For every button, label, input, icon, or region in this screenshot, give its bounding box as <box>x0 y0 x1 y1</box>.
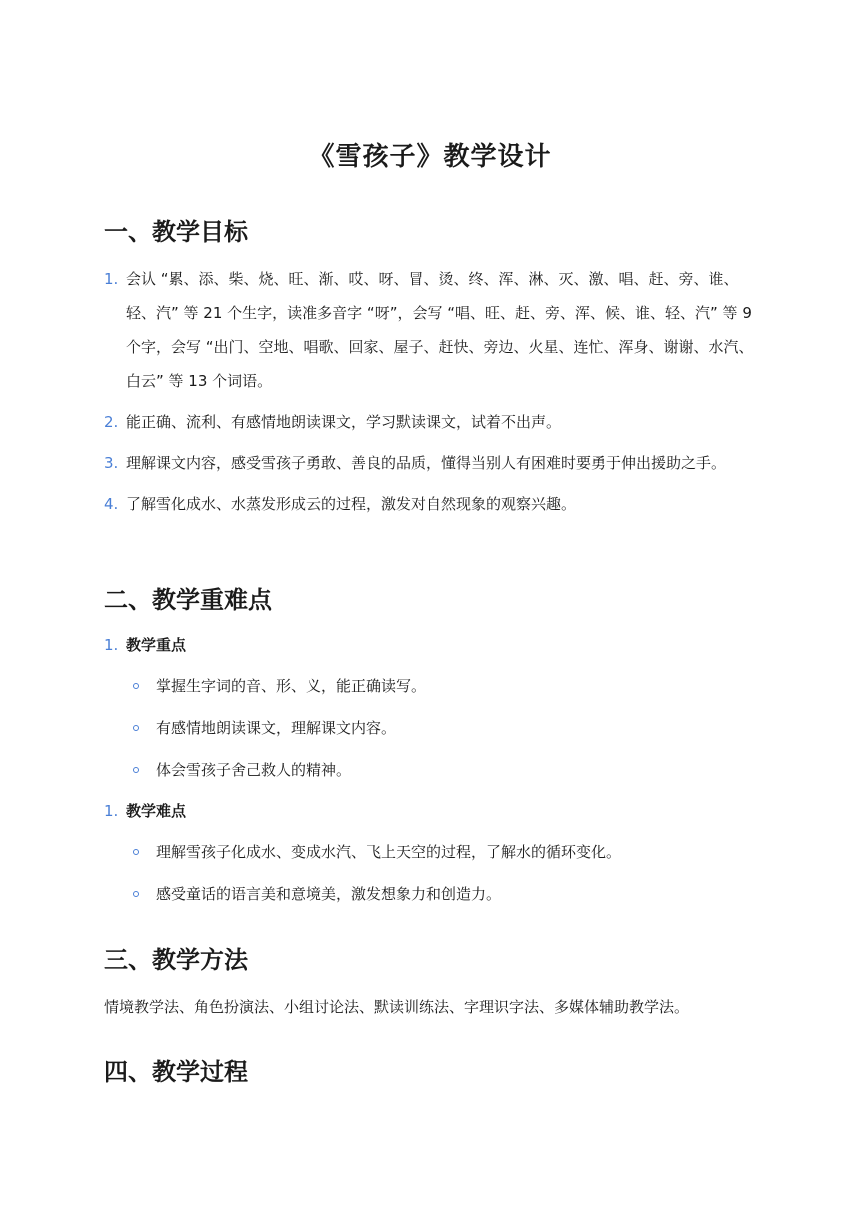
list-item-text: 能正确、流利、有感情地朗读课文，学习默读课文，试着不出声。 <box>126 413 562 431</box>
section-heading-key-points: 二、教学重难点 <box>104 586 272 614</box>
section-heading-process: 四、教学过程 <box>104 1058 248 1086</box>
bullet-icon <box>133 683 139 689</box>
subheading-label: 教学重点 <box>126 636 187 654</box>
section-heading-objectives: 一、教学目标 <box>104 218 248 246</box>
section-heading-methods: 三、教学方法 <box>104 946 248 974</box>
list-item <box>104 405 764 439</box>
list-number: 3. <box>104 454 119 472</box>
key-points-list <box>132 671 752 797</box>
list-number: 1. <box>104 636 119 654</box>
bullet-icon <box>133 725 139 731</box>
list-item <box>132 837 752 879</box>
list-item <box>132 755 752 797</box>
document-title: 《雪孩子》教学设计 <box>308 142 552 172</box>
list-number: 1. <box>104 270 119 288</box>
subheading-key <box>104 634 186 655</box>
list-item <box>104 487 764 521</box>
list-item <box>104 446 764 480</box>
objectives-list <box>104 262 764 528</box>
difficult-points-list <box>132 837 752 921</box>
list-number: 1. <box>104 802 119 820</box>
list-item-text: 理解雪孩子化成水、变成水汽、飞上天空的过程，了解水的循环变化。 <box>156 843 622 861</box>
list-item-text: 了解雪化成水、水蒸发形成云的过程，激发对自然现象的观察兴趣。 <box>126 495 577 513</box>
subheading-label: 教学难点 <box>126 802 187 820</box>
list-item-text: 感受童话的语言美和意境美，激发想象力和创造力。 <box>156 885 502 903</box>
list-number: 2. <box>104 413 119 431</box>
list-item <box>132 671 752 713</box>
list-item <box>104 262 764 398</box>
list-item <box>132 713 752 755</box>
list-item <box>132 879 752 921</box>
bullet-icon <box>133 891 139 897</box>
bullet-icon <box>133 767 139 773</box>
list-number: 4. <box>104 495 119 513</box>
list-item-text: 体会雪孩子舍己救人的精神。 <box>156 761 352 779</box>
list-item-text: 理解课文内容，感受雪孩子勇敢、善良的品质，懂得当别人有困难时要勇于伸出援助之手。 <box>126 454 727 472</box>
bullet-icon <box>133 849 139 855</box>
list-item-text: 有感情地朗读课文，理解课文内容。 <box>156 719 397 737</box>
subheading-difficult <box>104 800 186 821</box>
list-item-text: 会认 “累、添、柴、烧、旺、渐、哎、呀、冒、烫、终、浑、淋、灭、激、唱、赶、旁、谁、轻、汽” 等 21 个生字，读准多音字 “呀”，会写 “唱、旺、赶、旁、浑、候、谁、轻、汽” 等 9 个字，会写 “出门、空地、唱歌、回家、屋子、赶快、旁边、火星、连忙、浑身、谢谢、水汽、白云” 等 13 个词语。 <box>126 270 754 390</box>
list-item-text: 掌握生字词的音、形、义，能正确读写。 <box>156 677 427 695</box>
methods-text: 情境教学法、角色扮演法、小组讨论法、默读训练法、字理识字法、多媒体辅助教学法。 <box>104 998 690 1016</box>
